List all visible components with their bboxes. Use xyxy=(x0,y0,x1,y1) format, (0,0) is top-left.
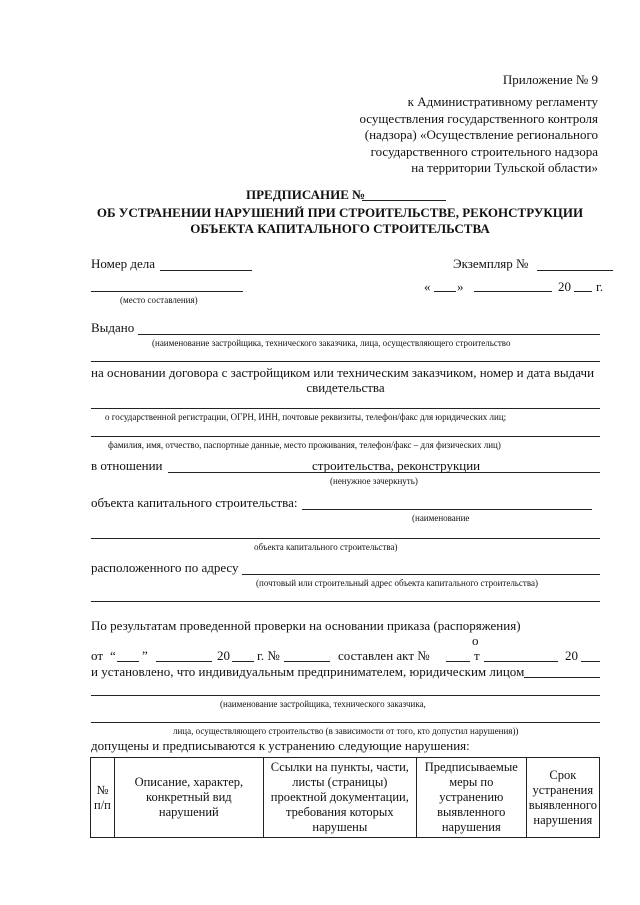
copy-number-field[interactable] xyxy=(537,270,613,271)
legal-entity-caption: о государственной регистрации, ОГРН, ИНН, почтовые реквизиты, телефон/факс для юридических лиц; xyxy=(105,412,507,422)
object-line-2[interactable] xyxy=(91,538,600,539)
established-field[interactable] xyxy=(524,677,600,678)
act-date-field[interactable] xyxy=(484,661,558,662)
address-line-2[interactable] xyxy=(91,601,600,602)
act-label: составлен акт № xyxy=(338,648,430,663)
issued-field[interactable] xyxy=(138,334,600,335)
violations-intro: допущены и предписываются к устранению следующие нарушения: xyxy=(91,738,470,753)
table-header-cell: Срок устранения выявленного нарушения xyxy=(526,758,599,838)
heading-subtitle-1: ОБ УСТРАНЕНИИ НАРУШЕНИЙ ПРИ СТРОИТЕЛЬСТВЕ, РЕКОНСТРУКЦИИ xyxy=(96,205,584,220)
table-header-cell: Предписываемые меры по устранению выявленного нарушения xyxy=(416,758,526,838)
basis-text: на основании договора с застройщиком или техническим заказчиком, номер и дата выдачи xyxy=(91,365,595,380)
date-quote-close: » xyxy=(457,279,464,294)
date-year-prefix: 20 xyxy=(558,279,571,294)
act-year: 20 xyxy=(565,648,578,663)
table-header-cell: № п/п xyxy=(91,758,115,838)
order-day-field[interactable] xyxy=(117,661,139,662)
order-quote-close: ” xyxy=(142,648,148,663)
place-field[interactable] xyxy=(91,291,243,292)
appendix-line: (надзора) «Осуществление регионального xyxy=(364,127,598,142)
regarding-caption: (ненужное зачеркнуть) xyxy=(330,476,418,486)
violator-caption-1: (наименование застройщика, технического заказчика, xyxy=(220,699,426,709)
address-label: расположенного по адресу xyxy=(91,560,239,575)
order-year-field[interactable] xyxy=(232,661,254,662)
object-caption-2: объекта капитального строительства) xyxy=(254,542,398,552)
individual-line[interactable] xyxy=(91,436,600,437)
order-number-label: г. № xyxy=(257,648,280,663)
address-caption: (почтовый или строительный адрес объекта капитального строительства) xyxy=(256,578,538,588)
date-year-suffix: г. xyxy=(596,279,604,294)
appendix-line: на территории Тульской области» xyxy=(411,160,598,175)
act-number-field[interactable] xyxy=(446,661,470,662)
issued-caption: (наименование застройщика, технического заказчика, лица, осуществляющего строительство xyxy=(152,338,511,348)
certificate-line[interactable] xyxy=(91,408,600,409)
table-header-row xyxy=(91,758,600,838)
address-field[interactable] xyxy=(242,574,600,575)
case-number-field[interactable] xyxy=(160,270,252,271)
violator-line[interactable] xyxy=(91,695,600,696)
appendix-title: Приложение № 9 xyxy=(502,72,598,87)
regarding-value: строительства, реконструкции xyxy=(312,458,481,473)
appendix-line: к Административному регламенту xyxy=(407,94,598,109)
date-quote-open: « xyxy=(424,279,431,294)
inspection-o: о xyxy=(472,633,479,648)
order-number-field[interactable] xyxy=(284,661,330,662)
place-caption: (место составления) xyxy=(120,295,198,305)
object-label: объекта капитального строительства: xyxy=(91,495,298,510)
violator-line-2[interactable] xyxy=(91,722,600,723)
heading-number-line[interactable] xyxy=(362,200,446,201)
issued-line-2[interactable] xyxy=(91,361,600,362)
order-from-label: от xyxy=(91,648,104,663)
inspection-text: По результатам проведенной проверки на основании приказа (распоряжения) xyxy=(91,618,521,633)
appendix-line: государственного строительного надзора xyxy=(370,143,598,159)
table-header-cell: Описание, характер, конкретный вид нарушений xyxy=(114,758,263,838)
order-quote-open: “ xyxy=(110,648,116,663)
table-header-cell: Ссылки на пункты, части, листы (страницы) проектной документации, требования которых нарушены xyxy=(263,758,416,838)
date-month-field[interactable] xyxy=(474,291,552,292)
heading-subtitle-2: ОБЪЕКТА КАПИТАЛЬНОГО СТРОИТЕЛЬСТВА xyxy=(190,221,490,236)
appendix-text xyxy=(278,94,598,177)
issued-label: Выдано xyxy=(91,320,135,335)
established-text: и установлено, что индивидуальным предпринимателем, юридическим лицом xyxy=(91,664,525,679)
violator-caption-2: лица, осуществляющего строительство (в зависимости от того, кто допустил нарушения)) xyxy=(173,726,519,736)
appendix-line: осуществления государственного контроля xyxy=(359,110,598,126)
basis-text-2: свидетельства xyxy=(306,380,385,395)
case-number-label: Номер дела xyxy=(91,256,156,271)
object-field[interactable] xyxy=(302,509,592,510)
object-caption-1: (наименование xyxy=(412,513,470,523)
copy-label: Экземпляр № xyxy=(453,256,529,271)
order-year: 20 xyxy=(217,648,230,663)
individual-caption: фамилия, имя, отчество, паспортные данные, место проживания, телефон/факс – для физических лиц) xyxy=(108,440,501,450)
regarding-label: в отношении xyxy=(91,458,163,473)
order-month-field[interactable] xyxy=(156,661,212,662)
act-t: т xyxy=(474,648,480,663)
date-day-field[interactable] xyxy=(434,291,456,292)
date-year-field[interactable] xyxy=(574,291,592,292)
act-year-field[interactable] xyxy=(581,661,600,662)
violations-table xyxy=(90,757,600,838)
heading-title: ПРЕДПИСАНИЕ № xyxy=(246,187,366,202)
